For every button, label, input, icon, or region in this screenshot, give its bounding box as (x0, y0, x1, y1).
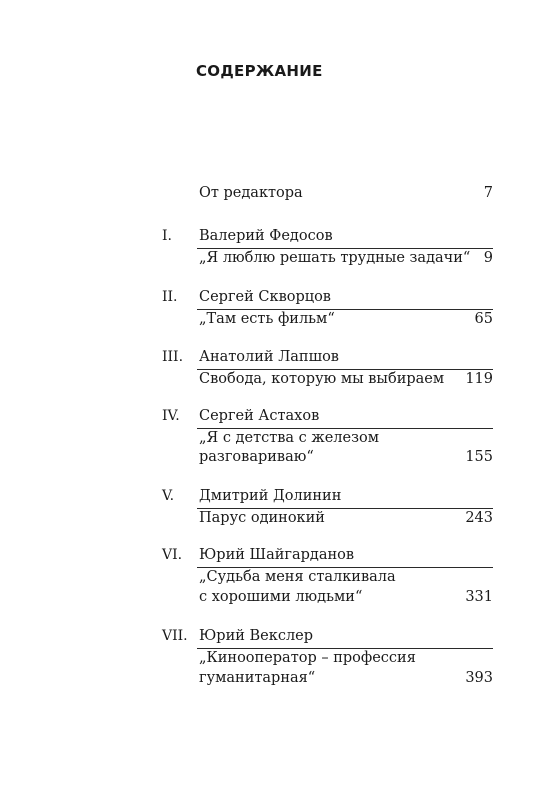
entry-author: Сергей Скворцов (199, 289, 331, 305)
entry-page-number: 65 (474, 311, 493, 327)
entry-page-number: 9 (483, 250, 493, 266)
entry-title: Парус одинокий (199, 510, 325, 526)
entry-page-number: 7 (483, 185, 493, 201)
entry-title-line-2: с хорошими людьми“ (199, 589, 363, 605)
entry-author: Анатолий Лапшов (199, 349, 339, 365)
entry-title: От редактора (199, 185, 303, 201)
entry-numeral: VII. (162, 628, 188, 644)
page-title: СОДЕРЖАНИЕ (196, 62, 323, 80)
entry-numeral: V. (162, 488, 175, 504)
entry-page-number: 119 (465, 371, 493, 387)
entry-page-number: 331 (465, 589, 493, 605)
entry-numeral: I. (162, 228, 172, 244)
entry-author: Сергей Астахов (199, 408, 320, 424)
entry-author: Юрий Шайгарданов (199, 547, 355, 563)
entry-title: „Там есть фильм“ (199, 311, 335, 327)
entry-numeral: II. (162, 289, 178, 305)
entry-page-number: 155 (465, 449, 493, 465)
entry-page-number: 243 (465, 510, 493, 526)
entry-title-line-2: гуманитарная“ (199, 670, 316, 686)
entry-title: Свобода, которую мы выбираем (199, 371, 445, 387)
entry-author: Юрий Векслер (199, 628, 314, 644)
entry-author: Дмитрий Долинин (199, 488, 342, 504)
entry-title: „Я люблю решать трудные задачи“ (199, 250, 471, 266)
entry-title-line-1: „Кинооператор – профессия (199, 650, 416, 666)
entry-author: Валерий Федосов (199, 228, 333, 244)
entry-page-number: 393 (465, 670, 493, 686)
entry-numeral: VI. (162, 547, 183, 563)
entry-title-line-1: „Судьба меня сталкивала (199, 569, 396, 585)
entry-numeral: III. (162, 349, 184, 365)
entry-numeral: IV. (162, 408, 180, 424)
entry-title-line-1: „Я с детства с железом (199, 430, 380, 446)
entry-title-line-2: разговариваю“ (199, 449, 314, 465)
